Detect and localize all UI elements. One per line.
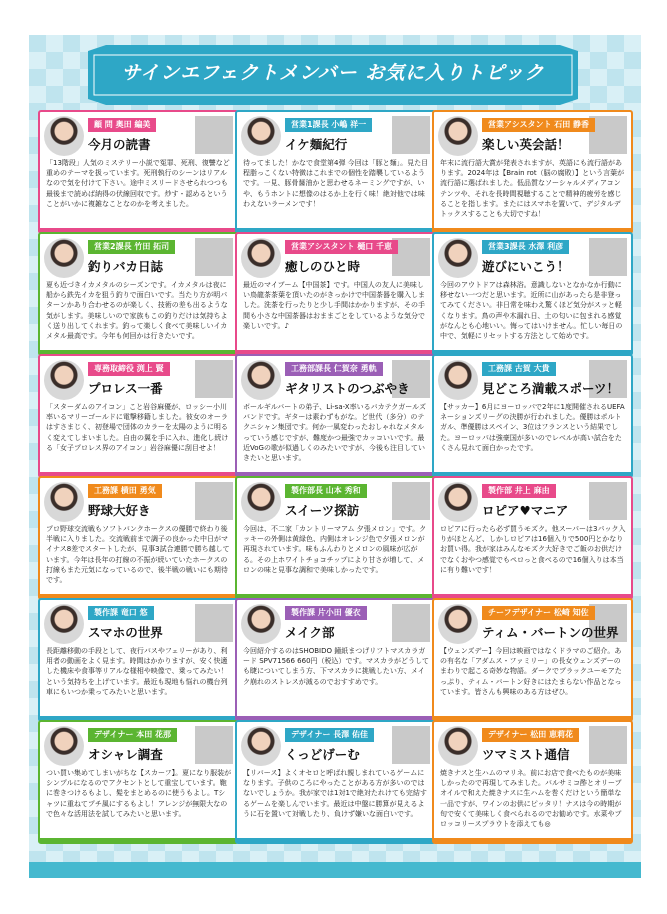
topic-text: 【サッカー】6月にヨーロッパで2年に1度開催されるUEFAネーションズリーグの決勝が行われました。優勝はポルトガル、準優勝はスペイン、3位はフランスという結果でした。ヨーロッパは強豪国が多いのでレベルが高い試合をたくさん見れて面白かったです。 bbox=[440, 403, 625, 452]
topic-card bbox=[235, 232, 436, 356]
topic-card bbox=[235, 720, 436, 844]
topic-text: 年末に流行語大賞が発表されますが、英語にも流行語があります。2024年は【Brain rot（脳の腐敗）】という言葉が流行語に選ばれました。低品質なソーシャルメディアコンテンツや、それを長時間視聴することで精神的疲労を感じることを指します。またにはスマホを置いて、デジタルデトックスすることも大切ですね！ bbox=[440, 159, 625, 219]
topic-title: ティム・バートンの世界 bbox=[482, 625, 619, 640]
page-title: サインエフェクトメンバー お気に入りトピック bbox=[121, 62, 545, 84]
topic-text: ボールギルバートの弟子、Li-sa-X率いるバカテクガールズバンドです。ギターは素わずもがな。ど世代（多分）のテクニシャン集団です。何か一風変わったおしゃれなメタルっていう感じですが、難度かつ最強でカッコいいです。最近VoGの歌が似過しくのみたいですが、今後も注目していきたいと思います。 bbox=[243, 403, 426, 463]
member-photo bbox=[438, 116, 478, 156]
topic-image bbox=[195, 238, 233, 276]
topic-image bbox=[195, 116, 233, 154]
topic-card bbox=[38, 598, 239, 722]
topic-text: 「スターダムのアイコン」こと岩谷麻優が、ロッシー小川率いるマリーゴールドに電撃移籍しました。彼女のオーラはすさまじく、初登場で団体のカラーを太陽のように明るく変えてしまいました。自由の翼を手に入れ、進化し続ける「女子プロレス界のアイコン」岩谷麻優に刮目せよ！ bbox=[46, 403, 229, 452]
member-tag: 製作部 井上 麻由 bbox=[482, 484, 556, 498]
member-photo bbox=[241, 238, 281, 278]
topic-title: プロレス一番 bbox=[88, 381, 163, 396]
topic-text: 待ってました！かなで食堂第4弾 今回は「豚と麺」。見た目程脂っこくない特徴はこれまでの個性を踏襲しているようです。一見、豚骨醤油かと思わせるネーミングですが、いや、もうホントに想像のはるか上を行く味！絶対他では味わえないラーメンです！ bbox=[243, 159, 429, 208]
topic-card bbox=[432, 598, 633, 722]
member-photo bbox=[44, 726, 84, 766]
member-tag: デザイナー 本田 花那 bbox=[88, 728, 177, 742]
topic-title: 遊びにいこう！ bbox=[482, 259, 570, 274]
topic-text: ロピアに行ったら必ず買うモズク。他スーパーは3パック入りがほとんど、しかしロピアは16個入りで500円とかなりお買い得。我が家はみんなモズク大好きでご飯のお供だけでなくおやつ感覚でもペロっと食べるので16個入りは本当に有り難いです！ bbox=[440, 525, 626, 574]
topic-text: プロ野球交流戦もソフトバンクホークスの優勝で終わり後半戦に入りました。交流戦前まで調子の良かった中日がマイナス8差でスタートしたが、見事3試合連勝で勝ち越しています。今年は長年の打線の不振が続いていたホークスの打線もまた元気になっているので、後半戦の戦いにも期待です。 bbox=[46, 525, 230, 585]
topic-title: 楽しい英会話！ bbox=[482, 137, 570, 152]
topic-image bbox=[195, 482, 233, 520]
topic-title: ロピア♥マニア bbox=[482, 503, 569, 518]
card-bottom-bar bbox=[237, 838, 434, 842]
member-tag: 営業2課長 竹田 拓司 bbox=[88, 240, 175, 254]
topic-text: 最近のマイブーム【中国茶】です。中国人の友人に美味しい鳥龍茶茶葉を頂いたのがきっかけで中国茶器を購入しました。洗茶を行ったりと少し手間はかかりますが、その手間も小さな中国茶器はおままごとをしているような気分で楽しいです。♪ bbox=[243, 281, 425, 330]
topic-text: 【ウェンズデー】今回は映画ではなくドラマのご紹介。あの有名な「アダムス・ファミリー」の長女ウェンズデーのまわりで起こる奇妙な物語。ダークでブラックユーモアたっぷり、ティム・バートン好きにはたまらない作品となっています。皆さんも興味のある方はぜひ。 bbox=[440, 647, 622, 696]
topic-title: スイーツ探訪 bbox=[285, 503, 360, 518]
topic-title: くっどげーむ bbox=[285, 747, 360, 762]
topic-card bbox=[432, 110, 633, 234]
topic-text: 夏も近づきイカメタルのシーズンです。イカメタルは夜に船から鉄先イカを狙う釣りで面白いです。当たり方が明パターンかあり合わせるのが楽しく、技術の差も出るような気がします。美味しいので家族もこの釣りだけは気持ちよく送り出してくれます。釣って楽しく食べて美味しいイカメタル最高です。今年も何回かは行きたいです。 bbox=[46, 281, 228, 341]
footer-band bbox=[29, 862, 641, 878]
member-tag: 営業アシスタント 石田 静香 bbox=[482, 118, 595, 132]
topic-card bbox=[432, 720, 633, 844]
member-photo bbox=[438, 238, 478, 278]
card-bottom-bar bbox=[434, 838, 631, 842]
topic-text: 今回のアウトドアは森林浴。意識しないとなかなか行動に移せない一つだと思います。近所に山があったら是非登ってみてください。非日常を味わえ驚くほど気分がスッと軽くなります。鳥の声や木漏れ日、土の匂いに包まれる感覚がなんとも心地いい。悔ってはいけません。忙しい毎日の中で、気軽にリセットする方法として始めです。 bbox=[440, 281, 623, 341]
topic-card bbox=[432, 354, 633, 478]
topic-text: 今回は、不二家「カントリーマアム 夕張メロン」です。クッキーの外側は黄緑色、内側はオレンジ色で夕張メロンが再現されています。味もふんわりとメロンの風味が広がる。その上ホワイトチョコチップにより甘さが増して、メロンの味と見事な調和で美味しかったです。 bbox=[243, 525, 427, 574]
member-tag: 製作課 竜口 悠 bbox=[88, 606, 154, 620]
topic-text: 焼きナスと生ハムのマリネ。前にお店で食べたものが美味しかったので再現してみました。バルサミコ酢とオリーブオイルで和えた焼きナスに生ハムを巻くだけという簡単な一品ですが、ワインのお供にピッタリ！ナスは今の時期が旬で安くて美味しく食べられるのでお勧めです。水菜やブロッコリースプラウトを添えても◎ bbox=[440, 769, 622, 829]
member-photo bbox=[438, 726, 478, 766]
member-photo bbox=[438, 604, 478, 644]
topic-image bbox=[195, 360, 233, 398]
topic-card bbox=[235, 110, 436, 234]
topic-title: 見どころ満載スポーツ！ bbox=[482, 381, 620, 396]
topic-title: 野球大好き bbox=[88, 503, 151, 518]
topic-text: つい買い集めてしまいがちな【スカーフ】。夏になり服装がシンプルになるのでアクセントとして重宝しています。鞄に巻きつけるもよし、髪をまとめるのに使うもよし。Tシャツに重ねてプチ風にするもよし！アレンジが無限大なので色々な活用法を試してみたいと思います。 bbox=[46, 769, 232, 818]
topic-title: イケ麺紀行 bbox=[285, 137, 348, 152]
topic-card bbox=[38, 354, 239, 478]
topic-image bbox=[195, 604, 233, 642]
topic-image bbox=[392, 726, 430, 764]
member-photo bbox=[438, 482, 478, 522]
member-photo bbox=[241, 604, 281, 644]
topic-card bbox=[235, 476, 436, 600]
topic-image bbox=[392, 116, 430, 154]
topic-title: メイク部 bbox=[285, 625, 335, 640]
topic-image bbox=[589, 238, 627, 276]
topic-image bbox=[589, 726, 627, 764]
member-photo bbox=[438, 360, 478, 400]
topic-text: 「13階段」人気のミステリー小説で冤罪、死刑、復讐など重めのテーマを扱っています。死刑執行のシーンはリアルなので気を付けて下さい。途中ミスリードさせられつつも最後まで読めば納得の伏線回収です。炒す・認めるということがいかに複雑なことなのかを考えました。 bbox=[46, 159, 230, 208]
member-photo bbox=[44, 238, 84, 278]
topic-text: 長距離移動の手段として、夜行バスやフェリーがあり、利用者の動画をよく見ます。時間はかかりますが、安く快適した機床や食事等リアルな様相や映像で、乗ってみたい！という気持ちを上げています。最近も現地も悩れの機台列車にもいつか乗ってみたいと思います。 bbox=[46, 647, 228, 696]
member-tag: 工務課 古賀 大貴 bbox=[482, 362, 556, 376]
member-tag: 専務取締役 渕上 賢 bbox=[88, 362, 170, 376]
topic-card bbox=[235, 354, 436, 478]
member-photo bbox=[241, 482, 281, 522]
member-tag: 製作課 片小田 優衣 bbox=[285, 606, 367, 620]
member-photo bbox=[241, 116, 281, 156]
topic-title: 今月の読書 bbox=[88, 137, 151, 152]
member-tag: 営業アシスタント 樋口 千恵 bbox=[285, 240, 398, 254]
topic-card bbox=[38, 232, 239, 356]
topic-text: 今回紹介するのはSHOBIDO 鐘紙まつげリフトマスカラガード SPV71566 660円（税込）です。マスカラがどうしても睫についてしまう方、下マスカラに挑戦したい方、メイク崩れのストレスが減るのでおすすめです。 bbox=[243, 647, 429, 686]
topic-card bbox=[38, 110, 239, 234]
title-banner bbox=[88, 45, 578, 105]
topic-card bbox=[38, 476, 239, 600]
member-photo bbox=[241, 360, 281, 400]
topic-title: オシャレ調査 bbox=[88, 747, 163, 762]
member-tag: デザイナー 松田 恵莉花 bbox=[482, 728, 579, 742]
member-photo bbox=[44, 116, 84, 156]
topic-title: 釣りバカ日誌 bbox=[88, 259, 164, 274]
topic-title: 癒しのひと時 bbox=[285, 259, 361, 274]
member-tag: チーフデザイナー 松崎 知佐 bbox=[482, 606, 595, 620]
topic-image bbox=[392, 604, 430, 642]
topic-title: スマホの世界 bbox=[88, 625, 163, 640]
topic-title: ツマミスト通信 bbox=[482, 747, 570, 762]
member-photo bbox=[44, 360, 84, 400]
topic-text: 【リバース】よくオセロと呼ばれ親しまれているゲームになります。子供のころにやったことがある方が多いのではないでしょうか。我が家では1対1で絶対たれけても完結するゲームを楽しんでいます。最近は中盤に勝算が見えるように石を置いて対戦したり、負けず嫌いな面白いです。 bbox=[243, 769, 427, 818]
member-photo bbox=[241, 726, 281, 766]
member-photo bbox=[44, 482, 84, 522]
topic-card bbox=[432, 232, 633, 356]
topic-card bbox=[235, 598, 436, 722]
member-tag: 工務課 横田 勇気 bbox=[88, 484, 162, 498]
topic-title: ギタリストのつぶやき bbox=[285, 381, 410, 396]
topic-card bbox=[38, 720, 239, 844]
member-tag: 工務部課長 仁賀奈 勇軌 bbox=[285, 362, 383, 376]
topic-image bbox=[589, 482, 627, 520]
topic-image bbox=[195, 726, 233, 764]
member-tag: デザイナー 長澤 佑佳 bbox=[285, 728, 374, 742]
topic-card bbox=[432, 476, 633, 600]
member-tag: 営業1課長 小嶋 祥一 bbox=[285, 118, 372, 132]
member-tag: 製作部長 山本 秀和 bbox=[285, 484, 367, 498]
card-bottom-bar bbox=[40, 838, 237, 842]
member-tag: 顧 問 奥田 編美 bbox=[88, 118, 156, 132]
member-tag: 営業3課長 水澤 利彦 bbox=[482, 240, 569, 254]
member-photo bbox=[44, 604, 84, 644]
topic-image bbox=[392, 482, 430, 520]
